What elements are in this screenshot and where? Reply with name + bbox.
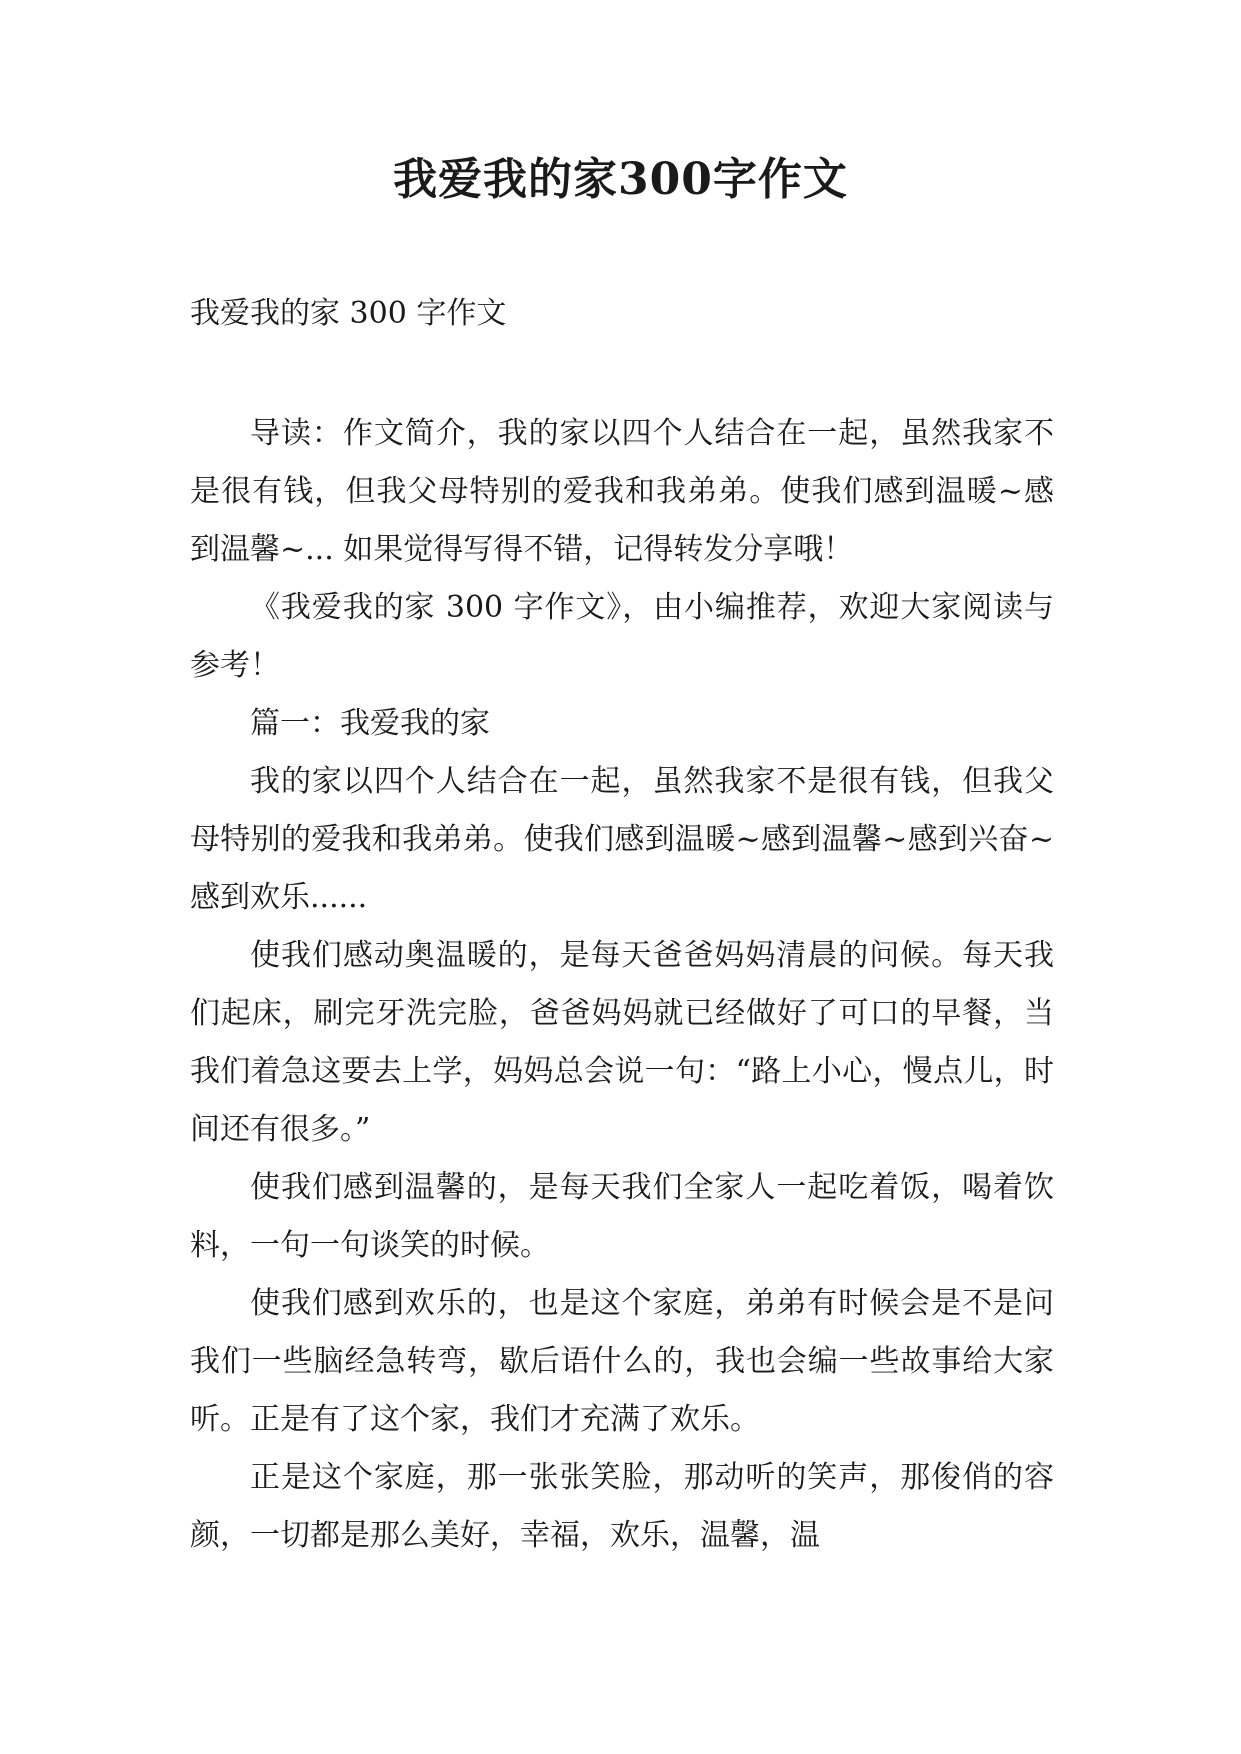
paragraph: 使我们感到温馨的，是每天我们全家人一起吃着饭，喝着饮料，一句一句谈笑的时候。 — [190, 1170, 1054, 1263]
section-heading: 篇一：我爱我的家 — [250, 706, 490, 741]
document-title: 我爱我的家300字作文 — [393, 154, 848, 205]
document-body — [190, 405, 1054, 1565]
paragraph-recommendation: 《我爱我的家 300 字作文》，由小编推荐，欢迎大家阅读与参考！ — [190, 590, 1054, 683]
paragraph: 使我们感到欢乐的，也是这个家庭，弟弟有时候会是不是问我们一些脑经急转弯，歇后语什么的，我也会编一些故事给大家听。正是有了这个家，我们才充满了欢乐。 — [190, 1286, 1054, 1437]
document-subtitle: 我爱我的家 300 字作文 — [190, 296, 507, 331]
paragraph-intro: 导读：作文简介，我的家以四个人结合在一起，虽然我家不是很有钱，但我父母特别的爱我和我弟弟。使我们感到温暖~感到温馨~... 如果觉得写得不错，记得转发分享哦！ — [190, 416, 1054, 567]
paragraph: 使我们感动奥温暖的，是每天爸爸妈妈清晨的问候。每天我们起床，刷完牙洗完脸，爸爸妈妈就已经做好了可口的早餐，当我们着急这要去上学，妈妈总会说一句：“路上小心，慢点儿，时间还有很多。” — [190, 938, 1054, 1147]
paragraph: 正是这个家庭，那一张张笑脸，那动听的笑声，那俊俏的容颜，一切都是那么美好，幸福，欢乐，温馨，温 — [190, 1460, 1054, 1553]
paragraph: 我的家以四个人结合在一起，虽然我家不是很有钱，但我父母特别的爱我和我弟弟。使我们感到温暖~感到温馨~感到兴奋~感到欢乐...... — [190, 764, 1054, 915]
